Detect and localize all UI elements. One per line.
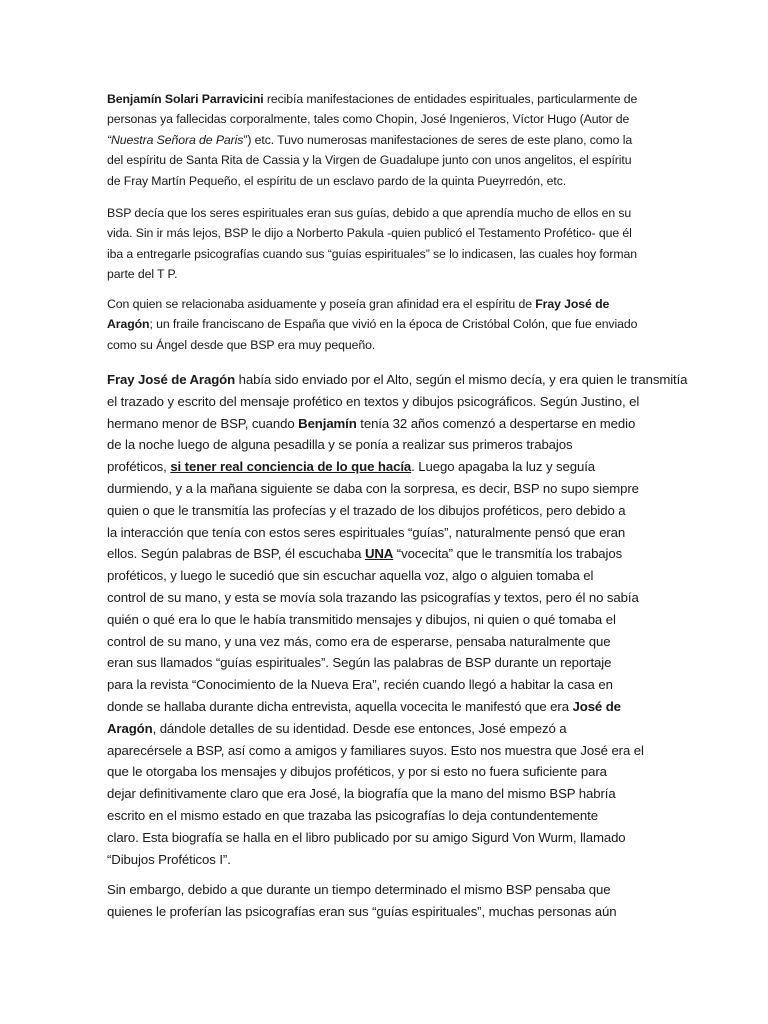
text-line [107,805,662,827]
paragraph-3 [107,294,662,355]
text-line [107,264,662,284]
bold-text: Benjamín Solari Parravicini [107,92,264,106]
text-segment: como su Ángel desde que BSP era muy pequeño. [107,337,376,352]
text-line [107,740,662,762]
paragraph-1 [107,89,662,191]
text-segment: dejar definitivamente claro que era José, la biografía que la mano del mismo BSP habría [107,786,616,802]
paragraph-4 [107,369,688,870]
text-line [107,609,662,631]
text-segment: control de su mano, y esta se movía sola trazando las psicografías y textos, pero él no sabía [107,589,639,605]
text-line [107,89,662,109]
text-line [107,652,662,674]
text-segment: que le otorgaba los mensajes y dibujos proféticos, y por si esto no fuera suficiente para [107,764,607,780]
text-segment: parte del T P. [107,267,178,282]
text-segment: de Fray Martín Pequeño, el espíritu de un esclavo pardo de la quinta Pueyrredón, etc. [107,173,567,188]
text-line [107,244,662,264]
text-line [107,565,662,587]
bold-text: Benjamín [298,415,357,431]
text-segment: proféticos, [107,459,171,475]
text-line [107,500,662,522]
text-segment: la interacción que tenía con estos seres espirituales “guías”, naturalmente pensó que eran [107,524,626,540]
underlined-bold-text: si tener real conciencia de lo que hacía [170,459,412,475]
text-line [107,761,662,783]
text-segment: proféticos, y luego le sucedió que sin escuchar aquella voz, algo o alguien tomaba el [107,568,594,584]
text-segment: iba a entregarle psicografías cuando sus “guías espirituales” se lo indicasen, las cuales hoy forman [107,246,637,261]
text-line [107,696,662,718]
text-segment: había sido enviado por el Alto, según el mismo decía, y era quien le transmitía [235,372,688,387]
text-segment: quién o qué era lo que le había transmitido mensajes y dibujos, ni quien o qué tomaba el [107,611,616,627]
text-line [107,901,662,923]
text-line [107,783,662,805]
text-line [107,543,662,565]
text-segment: aparecérsele a BSP, así como a amigos y familiares suyos. Esto nos muestra que José era el [107,742,644,758]
text-line [107,413,662,435]
text-line [107,827,662,849]
text-segment: Sin embargo, debido a que durante un tiempo determinado el mismo BSP pensaba que [107,882,611,897]
text-line [107,674,662,696]
text-line [107,314,662,334]
bold-text: Fray José de Aragón [107,372,236,387]
text-line [107,150,662,170]
text-line [107,849,662,871]
italic-text: “Nuestra Señora de Paris [107,132,244,147]
text-segment: el trazado y escrito del mensaje profético en textos y dibujos psicográficos. Según Justino, el [107,393,640,409]
text-segment: personas ya fallecidas corporalmente, tales como Chopin, José Ingenieros, Víctor Hugo (Autor de [107,112,630,127]
text-line [107,294,662,314]
text-segment: “Dibujos Proféticos I”. [107,851,231,867]
text-segment: BSP decía que los seres espirituales eran sus guías, debido a que aprendía mucho de ellos en su [107,206,632,220]
text-line [107,369,688,391]
text-segment: . Luego apagaba la luz y seguía [411,459,595,475]
text-segment: quien o que le transmitía las profecías y el trazado de los dibujos proféticos, pero debido a [107,502,626,518]
text-line [107,718,662,740]
text-segment: , dándole detalles de su identidad. Desde ese entonces, José empezó a [152,720,567,736]
text-segment: de la noche luego de alguna pesadilla y se ponía a realizar sus primeros trabajos [107,437,573,453]
bold-text: Fray José de [535,297,610,311]
text-segment: ellos. Según palabras de BSP, él escuchaba [107,546,365,562]
text-segment: del espíritu de Santa Rita de Cassia y la Virgen de Guadalupe junto con unos angelitos, el espíritu [107,153,632,168]
text-segment: tenía 32 años comenzó a despertarse en medio [356,415,636,431]
text-line [107,631,662,653]
text-line [107,587,662,609]
text-segment: hermano menor de BSP, cuando [107,415,299,431]
text-line [107,434,662,456]
bold-text: Aragón [107,720,153,736]
text-line [107,522,662,544]
underlined-bold-text: UNA [364,546,394,562]
bold-text: José de [572,698,621,714]
text-line [107,171,662,191]
text-line [107,478,662,500]
text-segment: donde se hallaba durante dicha entrevista, aquella vocecita le manifestó que era [107,698,573,714]
text-segment: vida. Sin ir más lejos, BSP le dijo a Norberto Pakula -quien publicó el Testamento Profético- que él [107,226,632,241]
text-segment: control de su mano, y una vez más, como era de esperarse, pensaba naturalmente que [107,633,611,649]
text-segment: ; un fraile franciscano de España que vivió en la época de Cristóbal Colón, que fue enviado [149,317,638,332]
text-segment: “vocecita” que le transmitía los trabajos [393,546,623,562]
text-segment: claro. Esta biografía se halla en el libro publicado por su amigo Sigurd Von Wurm, llamado [107,829,626,845]
text-line [107,879,662,901]
text-segment: Con quien se relacionaba asiduamente y poseía gran afinidad era el espíritu de [107,297,536,311]
paragraph-2 [107,203,662,285]
text-segment: durmiendo, y a la mañana siguiente se daba con la sorpresa, es decir, BSP no supo siempre [107,480,639,496]
text-segment: quienes le proferían las psicografías eran sus “guías espirituales”, muchas personas aún [107,903,617,919]
text-line [107,223,662,243]
text-line [107,391,662,413]
text-line [107,203,662,223]
text-line [107,456,662,478]
bold-text: Aragón [107,317,150,332]
text-segment: para la revista “Conocimiento de la Nueva Era”, recién cuando llegó a habitar la casa en [107,677,613,693]
text-segment: eran sus llamados “guías espirituales”. Según las palabras de BSP durante un reportaje [107,655,612,671]
paragraph-5 [107,879,662,923]
text-line [107,335,662,355]
text-segment: recibía manifestaciones de entidades espirituales, particularmente de [263,92,638,106]
text-line [107,109,662,129]
text-segment: escrito en el mismo estado en que trazaba las psicografías lo deja contundentemente [107,807,598,823]
text-line [107,130,662,150]
text-segment: ”) etc. Tuvo numerosas manifestaciones de seres de este plano, como la [243,132,633,147]
